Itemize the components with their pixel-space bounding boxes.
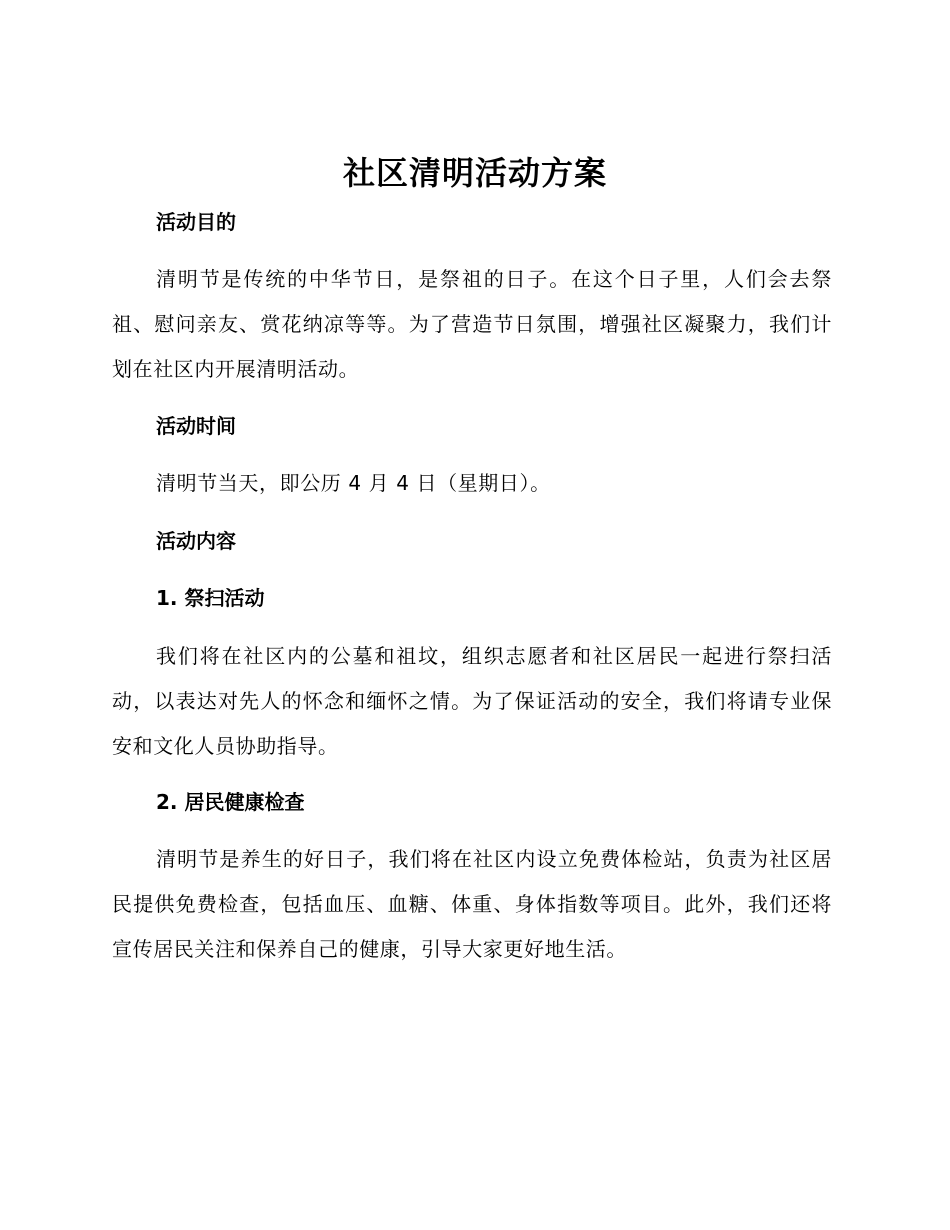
subsection-heading-sweeping: 1. 祭扫活动	[156, 586, 265, 610]
paragraph-sweeping: 我们将在社区内的公墓和祖坟，组织志愿者和社区居民一起进行祭扫活动，以表达对先人的怀念和缅怀之情。为了保证活动的安全，我们将请专业保安和文化人员协助指导。	[112, 644, 832, 758]
section-heading-purpose: 活动目的	[156, 210, 236, 234]
subsection-heading-health-check: 2. 居民健康检查	[156, 790, 305, 814]
paragraph-time: 清明节当天，即公历 4 月 4 日（星期日）。	[156, 471, 551, 495]
paragraph-health-check: 清明节是养生的好日子，我们将在社区内设立免费体检站，负责为社区居民提供免费检查，包括血压、血糖、体重、身体指数等项目。此外，我们还将宣传居民关注和保养自己的健康，引导大家更好地生活。	[112, 847, 832, 961]
document-title: 社区清明活动方案	[342, 154, 607, 192]
paragraph-purpose: 清明节是传统的中华节日，是祭祖的日子。在这个日子里，人们会去祭祖、慰问亲友、赏花纳凉等等。为了营造节日氛围，增强社区凝聚力，我们计划在社区内开展清明活动。	[112, 267, 832, 381]
section-heading-time: 活动时间	[156, 414, 236, 438]
section-heading-content: 活动内容	[156, 529, 236, 553]
